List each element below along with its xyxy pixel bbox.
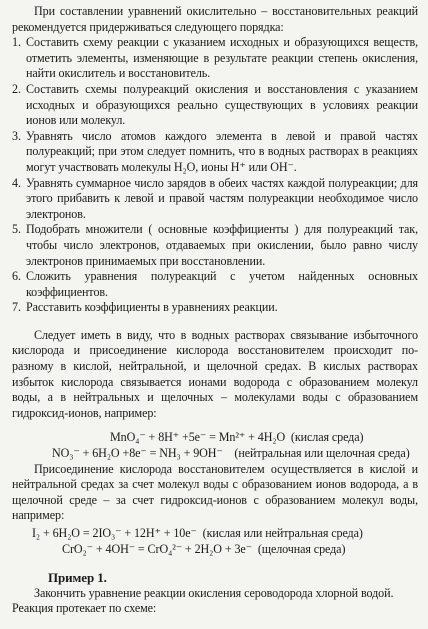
list-item: 5. Подобрать множители ( основные коэффициенты ) для полуреакций так, чтобы число электронов, отдаваемых при окислении, было равно числу электронов принимаемых при восстановлении. <box>12 222 418 268</box>
equation-iodine: I₂ + 6H₂O = 2IO₃⁻ + 12H⁺ + 10e⁻ (кислая или нейтральная среда) <box>32 526 363 540</box>
steps-list <box>12 35 418 316</box>
example-task: Закончить уравнение реакции окисления сероводорода хлорной водой. <box>34 585 394 600</box>
equation-permanganate: MnO₄⁻ + 8H⁺ +5e⁻ = Mn²⁺ + 4H₂O (кислая среда) <box>110 430 364 445</box>
example-heading: Пример 1. <box>48 570 107 586</box>
list-item: 3. Уравнять число атомов каждого элемента в левой и правой частях полуреакций; при этом следует помнить, что в водных растворах в реакциях могут участвовать молекулы H₂O, ионы H⁺ или OH⁻. <box>12 128 418 174</box>
list-item: 1. Составить схему реакции с указанием исходных и образующихся веществ, отметить элементы, изменяющие в результате реакции степень окисления, найти окислитель и восстановитель. <box>12 35 418 81</box>
list-item: 4. Уравнять суммарное число зарядов в обеих частях каждой полуреакции; для этого прибавить к левой и правой частям полуреакции необходимое число электронов. <box>12 175 418 221</box>
note-paragraph: Следует иметь в виду, что в водных растворах связывание избыточного кислорода и присоединение кислорода восстановителем происходит по-разному в кислой, нейтральной, и щелочной средах. В кислых растворах избыток кислорода связывается ионами водорода с образованием молекул воды, а в нейтральных и щелочных – молекулами воды с образованием гидроксид-ионов, например: <box>12 327 418 420</box>
list-item: 2. Составить схемы полуреакций окисления и восстановления с указанием исходных и образующихся реально существующих в условиях реакции ионов или молекул. <box>12 81 418 128</box>
equation-nitrate: NO₃⁻ + 6H₂O +8e⁻ = NH₃ + 9OH⁻ (нейтральная или щелочная среда) <box>52 446 410 461</box>
spacer <box>12 316 418 328</box>
list-item: 7. Расставить коэффициенты в уравнениях реакции. <box>12 300 278 315</box>
intro-paragraph: При составлении уравнений окислительно – восстановительных реакций рекомендуется придерживаться следующего порядка: <box>12 4 418 34</box>
list-item: 6. Сложить уравнения полуреакций с учетом найденных основных коэффициентов. <box>12 269 418 299</box>
equation-chromite: CrO₂⁻ + 4OH⁻ = CrO₄²⁻ + 2H₂O + 3e⁻ (щелочная среда) <box>62 541 346 556</box>
example-scheme: Реакция протекает по схеме: <box>12 601 157 616</box>
addition-paragraph: Присоединение кислорода восстановителем осуществляется в кислой и нейтральной средах за счет молекул воды с образованием ионов водорода, а в щелочной среде – за счет гидроксид-ионов с образованием молекул воды, например: <box>12 461 418 523</box>
